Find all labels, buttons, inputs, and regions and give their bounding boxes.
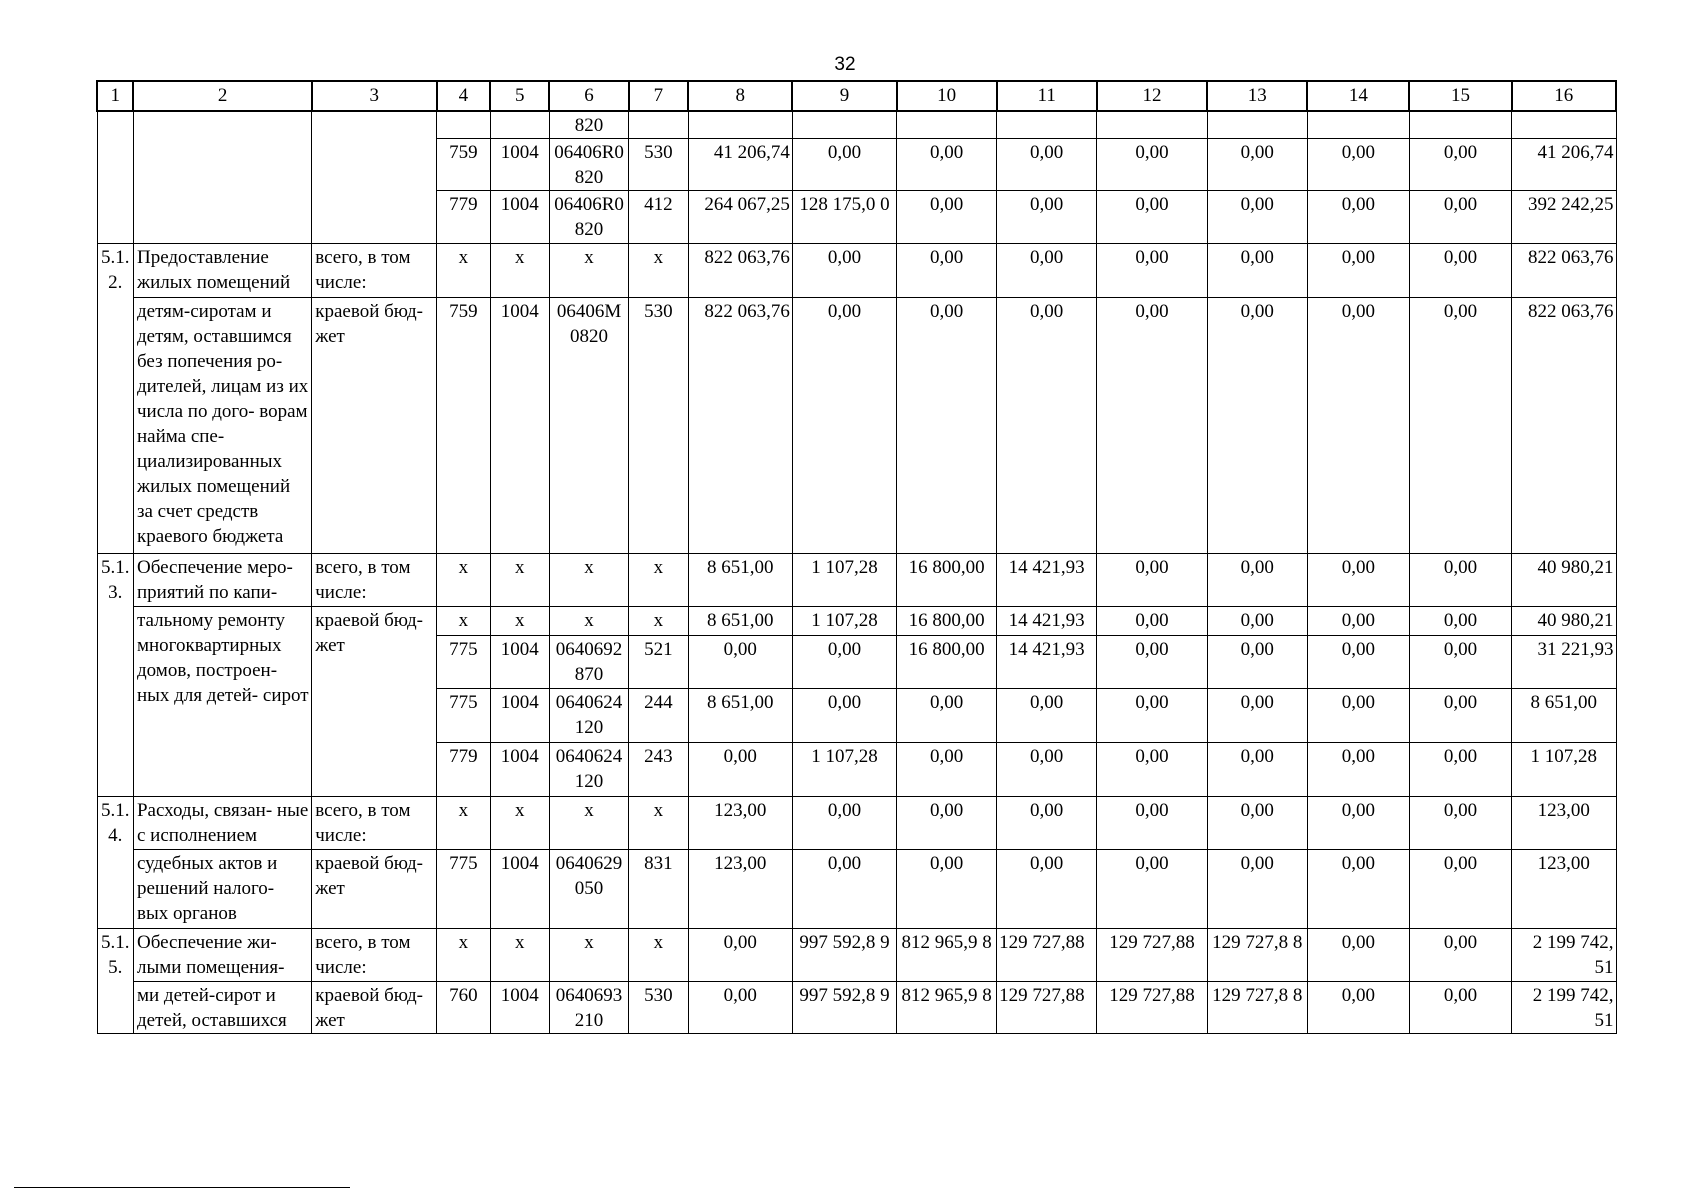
target-article-cell: 820 bbox=[549, 111, 628, 139]
column-header: 16 bbox=[1512, 81, 1616, 111]
column-header: 3 bbox=[312, 81, 437, 111]
value-cell: 997 592,8 9 bbox=[792, 982, 896, 1034]
value-cell: 0,00 bbox=[1207, 244, 1307, 298]
total-cell: 1 107,28 bbox=[1512, 743, 1616, 797]
target-article-cell: х bbox=[549, 554, 628, 607]
value-cell: 0,00 bbox=[792, 298, 896, 554]
grbs-cell: 775 bbox=[437, 850, 490, 929]
value-cell: 0,00 bbox=[997, 139, 1097, 191]
column-header: 7 bbox=[629, 81, 688, 111]
value-cell: 8 651,00 bbox=[688, 607, 792, 636]
target-article-cell: х bbox=[549, 929, 628, 982]
target-article-cell: х bbox=[549, 797, 628, 850]
value-cell: 0,00 bbox=[997, 850, 1097, 929]
page-number: 32 bbox=[834, 54, 856, 75]
value-cell: 8 651,00 bbox=[688, 554, 792, 607]
value-cell bbox=[897, 111, 997, 139]
expense-type-cell: 831 bbox=[629, 850, 688, 929]
section-cell: х bbox=[490, 554, 549, 607]
measure-name-cell: ми детей-сирот и детей, оставшихся bbox=[133, 982, 311, 1034]
value-cell: 8 651,00 bbox=[688, 689, 792, 743]
grbs-cell: х bbox=[437, 797, 490, 850]
value-cell: 0,00 bbox=[897, 139, 997, 191]
total-cell: 40 980,21 bbox=[1512, 554, 1616, 607]
value-cell: 123,00 bbox=[688, 797, 792, 850]
target-article-cell: 0640624 120 bbox=[549, 743, 628, 797]
value-cell: 0,00 bbox=[1097, 139, 1208, 191]
value-cell: 0,00 bbox=[688, 982, 792, 1034]
measure-name-cell: Расходы, связан- ные с исполнением bbox=[133, 797, 311, 850]
value-cell: 0,00 bbox=[1207, 298, 1307, 554]
target-article-cell: 06406M 0820 bbox=[549, 298, 628, 554]
grbs-cell: 759 bbox=[437, 139, 490, 191]
column-header: 12 bbox=[1097, 81, 1208, 111]
column-header: 1 bbox=[97, 81, 133, 111]
column-header: 5 bbox=[490, 81, 549, 111]
value-cell: 0,00 bbox=[1207, 743, 1307, 797]
value-cell: 822 063,76 bbox=[688, 244, 792, 298]
value-cell: 0,00 bbox=[1207, 689, 1307, 743]
value-cell: 0,00 bbox=[1307, 139, 1409, 191]
section-cell: 1004 bbox=[490, 982, 549, 1034]
funding-source-cell: всего, в том числе: bbox=[312, 797, 437, 850]
value-cell: 812 965,9 8 bbox=[897, 929, 997, 982]
column-header: 11 bbox=[997, 81, 1097, 111]
total-cell: 123,00 bbox=[1512, 797, 1616, 850]
value-cell: 41 206,74 bbox=[688, 139, 792, 191]
value-cell: 129 727,88 bbox=[1097, 982, 1208, 1034]
target-article-cell: 0640693 210 bbox=[549, 982, 628, 1034]
value-cell: 0,00 bbox=[1097, 689, 1208, 743]
row-number-cell bbox=[97, 111, 133, 244]
value-cell bbox=[997, 111, 1097, 139]
table-row bbox=[97, 607, 1616, 636]
target-article-cell: 06406R0 820 bbox=[549, 139, 628, 191]
expense-type-cell bbox=[629, 111, 688, 139]
value-cell: 0,00 bbox=[1097, 554, 1208, 607]
value-cell: 0,00 bbox=[1409, 689, 1511, 743]
section-cell: 1004 bbox=[490, 743, 549, 797]
value-cell bbox=[688, 111, 792, 139]
value-cell: 129 727,88 bbox=[997, 982, 1097, 1034]
value-cell: 0,00 bbox=[1409, 982, 1511, 1034]
value-cell: 0,00 bbox=[1307, 636, 1409, 689]
expense-type-cell: 244 bbox=[629, 689, 688, 743]
section-cell: 1004 bbox=[490, 298, 549, 554]
value-cell: 129 727,8 8 bbox=[1207, 982, 1307, 1034]
value-cell: 0,00 bbox=[997, 298, 1097, 554]
value-cell: 129 727,88 bbox=[1097, 929, 1208, 982]
column-header: 13 bbox=[1207, 81, 1307, 111]
funding-source-cell bbox=[312, 111, 437, 244]
value-cell: 0,00 bbox=[792, 139, 896, 191]
value-cell: 0,00 bbox=[1409, 797, 1511, 850]
target-article-cell: 06406R0 820 bbox=[549, 191, 628, 244]
value-cell: 0,00 bbox=[897, 244, 997, 298]
value-cell: 0,00 bbox=[1307, 929, 1409, 982]
value-cell: 0,00 bbox=[792, 244, 896, 298]
grbs-cell: 775 bbox=[437, 636, 490, 689]
section-cell: х bbox=[490, 607, 549, 636]
value-cell: 0,00 bbox=[1409, 929, 1511, 982]
expense-type-cell: 412 bbox=[629, 191, 688, 244]
value-cell: 1 107,28 bbox=[792, 607, 896, 636]
total-cell: 8 651,00 bbox=[1512, 689, 1616, 743]
value-cell: 0,00 bbox=[1307, 191, 1409, 244]
value-cell: 0,00 bbox=[1409, 554, 1511, 607]
value-cell: 812 965,9 8 bbox=[897, 982, 997, 1034]
value-cell: 0,00 bbox=[897, 797, 997, 850]
column-header: 8 bbox=[688, 81, 792, 111]
grbs-cell: х bbox=[437, 607, 490, 636]
grbs-cell: 779 bbox=[437, 743, 490, 797]
grbs-cell: 759 bbox=[437, 298, 490, 554]
value-cell: 0,00 bbox=[1097, 797, 1208, 850]
value-cell: 997 592,8 9 bbox=[792, 929, 896, 982]
total-cell: 31 221,93 bbox=[1512, 636, 1616, 689]
value-cell bbox=[1307, 111, 1409, 139]
value-cell: 14 421,93 bbox=[997, 636, 1097, 689]
expense-type-cell: х bbox=[629, 554, 688, 607]
measure-name-cell: Обеспечение меро- приятий по капи- bbox=[133, 554, 311, 607]
value-cell: 1 107,28 bbox=[792, 743, 896, 797]
section-cell bbox=[490, 111, 549, 139]
total-cell: 41 206,74 bbox=[1512, 139, 1616, 191]
value-cell: 0,00 bbox=[688, 929, 792, 982]
value-cell: 16 800,00 bbox=[897, 636, 997, 689]
value-cell: 123,00 bbox=[688, 850, 792, 929]
value-cell: 0,00 bbox=[1097, 298, 1208, 554]
value-cell: 0,00 bbox=[997, 689, 1097, 743]
value-cell bbox=[792, 111, 896, 139]
value-cell: 0,00 bbox=[1207, 139, 1307, 191]
funding-source-cell: краевой бюд- жет bbox=[312, 298, 437, 554]
value-cell: 0,00 bbox=[897, 191, 997, 244]
funding-source-cell: всего, в том числе: bbox=[312, 554, 437, 607]
value-cell: 0,00 bbox=[1307, 298, 1409, 554]
value-cell: 0,00 bbox=[1409, 191, 1511, 244]
total-cell: 123,00 bbox=[1512, 850, 1616, 929]
table-row bbox=[97, 298, 1616, 554]
funding-source-cell: краевой бюд- жет bbox=[312, 607, 437, 797]
value-cell: 0,00 bbox=[1207, 850, 1307, 929]
value-cell: 0,00 bbox=[792, 850, 896, 929]
value-cell: 16 800,00 bbox=[897, 554, 997, 607]
value-cell: 0,00 bbox=[1307, 689, 1409, 743]
measure-name-cell bbox=[133, 111, 311, 244]
value-cell: 0,00 bbox=[897, 850, 997, 929]
expense-type-cell: х bbox=[629, 797, 688, 850]
value-cell: 16 800,00 bbox=[897, 607, 997, 636]
target-article-cell: х bbox=[549, 244, 628, 298]
total-cell: 40 980,21 bbox=[1512, 607, 1616, 636]
funding-source-cell: краевой бюд- жет bbox=[312, 982, 437, 1034]
table-row bbox=[97, 554, 1616, 607]
row-number-cell: 5.1. 3. bbox=[97, 554, 133, 797]
value-cell: 0,00 bbox=[1097, 607, 1208, 636]
total-cell bbox=[1512, 111, 1616, 139]
expense-type-cell: 530 bbox=[629, 298, 688, 554]
value-cell: 0,00 bbox=[1409, 850, 1511, 929]
column-header: 15 bbox=[1409, 81, 1511, 111]
column-header: 2 bbox=[133, 81, 311, 111]
value-cell: 129 727,88 bbox=[997, 929, 1097, 982]
table-row bbox=[97, 982, 1616, 1034]
value-cell: 0,00 bbox=[1097, 743, 1208, 797]
funding-source-cell: всего, в том числе: bbox=[312, 929, 437, 982]
row-number-cell: 5.1. 4. bbox=[97, 797, 133, 929]
table-row bbox=[97, 797, 1616, 850]
column-header: 9 bbox=[792, 81, 896, 111]
expense-type-cell: 243 bbox=[629, 743, 688, 797]
measure-name-cell: судебных актов и решений налого- вых органов bbox=[133, 850, 311, 929]
value-cell: 0,00 bbox=[997, 191, 1097, 244]
value-cell: 0,00 bbox=[1307, 982, 1409, 1034]
grbs-cell: 775 bbox=[437, 689, 490, 743]
target-article-cell: х bbox=[549, 607, 628, 636]
value-cell: 0,00 bbox=[1409, 607, 1511, 636]
total-cell: 822 063,76 bbox=[1512, 244, 1616, 298]
value-cell: 0,00 bbox=[1307, 743, 1409, 797]
value-cell: 0,00 bbox=[997, 743, 1097, 797]
table-row bbox=[97, 111, 1616, 139]
header-row bbox=[97, 81, 1616, 111]
value-cell: 0,00 bbox=[1409, 298, 1511, 554]
value-cell: 14 421,93 bbox=[997, 554, 1097, 607]
section-cell: х bbox=[490, 929, 549, 982]
value-cell: 0,00 bbox=[792, 797, 896, 850]
value-cell: 0,00 bbox=[997, 244, 1097, 298]
value-cell bbox=[1097, 111, 1208, 139]
value-cell: 0,00 bbox=[1207, 191, 1307, 244]
value-cell: 0,00 bbox=[1097, 850, 1208, 929]
measure-name-cell: Предоставление жилых помещений bbox=[133, 244, 311, 298]
value-cell: 14 421,93 bbox=[997, 607, 1097, 636]
measure-name-cell: детям-сиротам и детям, оставшимся без попечения ро- дителей, лицам из их числа по дого- ворам найма спе- циализированных жилых помещений за счет средств краевого бюджета bbox=[133, 298, 311, 554]
grbs-cell: х bbox=[437, 929, 490, 982]
table-row bbox=[97, 244, 1616, 298]
funding-source-cell: краевой бюд- жет bbox=[312, 850, 437, 929]
value-cell: 0,00 bbox=[1097, 191, 1208, 244]
grbs-cell: х bbox=[437, 244, 490, 298]
expense-type-cell: 530 bbox=[629, 139, 688, 191]
value-cell: 264 067,25 bbox=[688, 191, 792, 244]
measure-name-cell: Обеспечение жи- лыми помещения- bbox=[133, 929, 311, 982]
value-cell: 0,00 bbox=[1207, 607, 1307, 636]
section-cell: 1004 bbox=[490, 850, 549, 929]
value-cell: 0,00 bbox=[688, 636, 792, 689]
total-cell: 2 199 742, 51 bbox=[1512, 982, 1616, 1034]
value-cell: 0,00 bbox=[1409, 743, 1511, 797]
expense-type-cell: 530 bbox=[629, 982, 688, 1034]
value-cell: 0,00 bbox=[1409, 636, 1511, 689]
row-number-cell: 5.1. 5. bbox=[97, 929, 133, 1034]
value-cell: 0,00 bbox=[1409, 139, 1511, 191]
section-cell: х bbox=[490, 797, 549, 850]
value-cell: 0,00 bbox=[1307, 244, 1409, 298]
total-cell: 392 242,25 bbox=[1512, 191, 1616, 244]
expense-type-cell: х bbox=[629, 607, 688, 636]
column-header: 14 bbox=[1307, 81, 1409, 111]
value-cell: 0,00 bbox=[1097, 636, 1208, 689]
section-cell: 1004 bbox=[490, 636, 549, 689]
value-cell: 0,00 bbox=[897, 689, 997, 743]
table-row bbox=[97, 850, 1616, 929]
funding-source-cell: всего, в том числе: bbox=[312, 244, 437, 298]
total-cell: 822 063,76 bbox=[1512, 298, 1616, 554]
value-cell: 0,00 bbox=[1207, 636, 1307, 689]
value-cell: 0,00 bbox=[792, 689, 896, 743]
value-cell: 0,00 bbox=[1207, 797, 1307, 850]
value-cell: 0,00 bbox=[1307, 554, 1409, 607]
value-cell: 129 727,8 8 bbox=[1207, 929, 1307, 982]
value-cell: 0,00 bbox=[688, 743, 792, 797]
column-header: 4 bbox=[437, 81, 490, 111]
value-cell: 0,00 bbox=[1409, 244, 1511, 298]
value-cell: 0,00 bbox=[1307, 797, 1409, 850]
grbs-cell: 760 bbox=[437, 982, 490, 1034]
grbs-cell bbox=[437, 111, 490, 139]
target-article-cell: 0640692 870 bbox=[549, 636, 628, 689]
grbs-cell: 779 bbox=[437, 191, 490, 244]
value-cell: 0,00 bbox=[1307, 607, 1409, 636]
value-cell: 128 175,0 0 bbox=[792, 191, 896, 244]
section-cell: х bbox=[490, 244, 549, 298]
column-header: 10 bbox=[897, 81, 997, 111]
footnote-separator bbox=[14, 1187, 350, 1188]
total-cell: 2 199 742, 51 bbox=[1512, 929, 1616, 982]
target-article-cell: 0640624 120 bbox=[549, 689, 628, 743]
value-cell bbox=[1409, 111, 1511, 139]
grbs-cell: х bbox=[437, 554, 490, 607]
value-cell: 0,00 bbox=[897, 743, 997, 797]
value-cell: 0,00 bbox=[1307, 850, 1409, 929]
expense-type-cell: х bbox=[629, 929, 688, 982]
measure-name-cell: тальному ремонту многоквартирных домов, построен- ных для детей- сирот bbox=[133, 607, 311, 797]
section-cell: 1004 bbox=[490, 139, 549, 191]
table-row bbox=[97, 929, 1616, 982]
target-article-cell: 0640629 050 bbox=[549, 850, 628, 929]
value-cell bbox=[1207, 111, 1307, 139]
value-cell: 0,00 bbox=[1207, 554, 1307, 607]
value-cell: 0,00 bbox=[792, 636, 896, 689]
column-header: 6 bbox=[549, 81, 628, 111]
row-number-cell: 5.1. 2. bbox=[97, 244, 133, 554]
value-cell: 0,00 bbox=[997, 797, 1097, 850]
value-cell: 822 063,76 bbox=[688, 298, 792, 554]
expense-type-cell: 521 bbox=[629, 636, 688, 689]
expense-type-cell: х bbox=[629, 244, 688, 298]
value-cell: 0,00 bbox=[897, 298, 997, 554]
section-cell: 1004 bbox=[490, 689, 549, 743]
budget-table bbox=[96, 80, 1617, 1034]
value-cell: 1 107,28 bbox=[792, 554, 896, 607]
section-cell: 1004 bbox=[490, 191, 549, 244]
value-cell: 0,00 bbox=[1097, 244, 1208, 298]
